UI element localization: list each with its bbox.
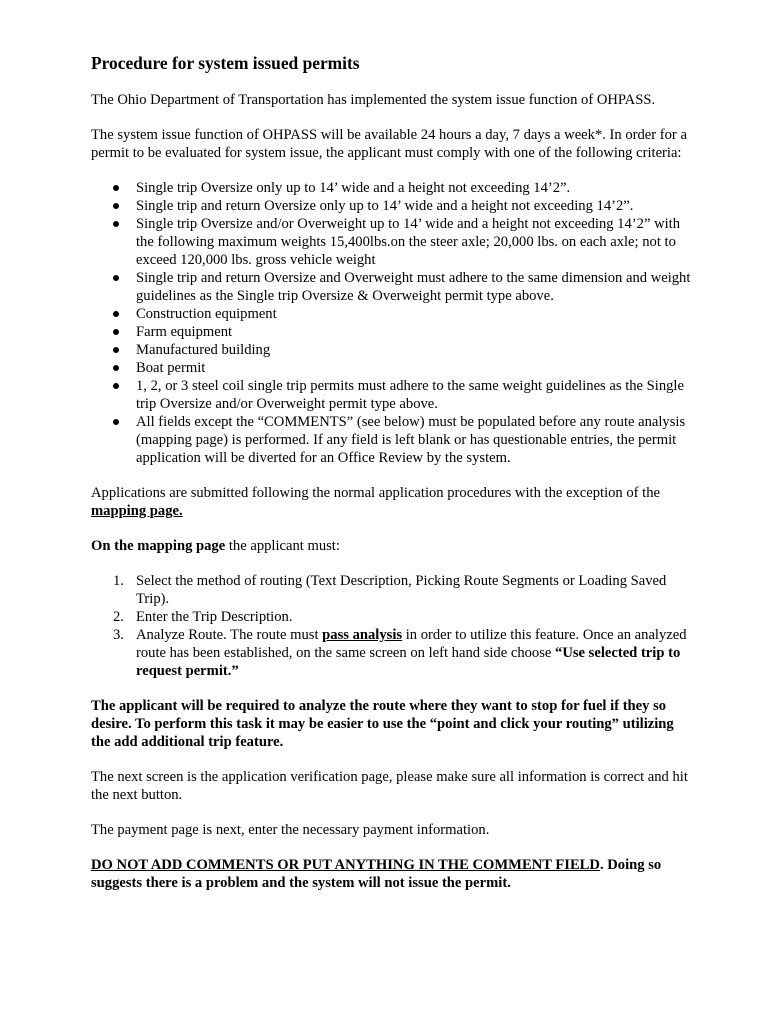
criteria-list: [91, 179, 691, 467]
criteria-item: All fields except the “COMMENTS” (see below) must be populated before any route analysis (mapping page) is performed. If any field is left blank or has questionable entries, the permit application will be diverted for an Office Review by the system.: [91, 413, 691, 467]
page-title: Procedure for system issued permits: [91, 53, 360, 73]
availability-paragraph: The system issue function of OHPASS will be available 24 hours a day, 7 days a week*. In order for a permit to be evaluated for system issue, the applicant must comply with one of the following criteria:: [91, 127, 687, 161]
verification-paragraph: The next screen is the application verification page, please make sure all information is correct and hit the next button.: [91, 769, 688, 803]
criteria-item: Manufactured building: [91, 341, 691, 359]
bullet-icon: [113, 221, 119, 227]
bullet-icon: [113, 329, 119, 335]
criteria-item: Single trip and return Oversize only up to 14’ wide and a height not exceeding 14’2”.: [91, 197, 691, 215]
bullet-icon: [113, 185, 119, 191]
intro-paragraph: The Ohio Department of Transportation has implemented the system issue function of OHPASS.: [91, 92, 656, 108]
use-selected-trip-emphasis: “Use selected trip to request permit.”: [136, 645, 681, 679]
bullet-icon: [113, 275, 119, 281]
steps-list: [91, 572, 691, 680]
warning-paragraph: DO NOT ADD COMMENTS OR PUT ANYTHING IN THE COMMENT FIELD. Doing so suggests there is a problem and the system will not issue the permit.: [91, 857, 662, 891]
bullet-icon: [113, 347, 119, 353]
step-item: 1. Select the method of routing (Text Description, Picking Route Segments or Loading Saved Trip).: [113, 573, 667, 607]
mapping-paragraph: On the mapping page the applicant must:: [91, 538, 340, 554]
bullet-icon: [113, 419, 119, 425]
bullet-icon: [113, 203, 119, 209]
criteria-item: Single trip Oversize and/or Overweight up to 14’ wide and a height not exceeding 14’2” with the following maximum weights 15,400lbs.on the steer axle; 20,000 lbs. on each axle; not to exceed 120,000 lbs. gross vehicle weight: [91, 215, 691, 269]
mapping-page-reference: mapping page.: [91, 503, 183, 519]
criteria-item: Farm equipment: [91, 323, 691, 341]
payment-paragraph: The payment page is next, enter the necessary payment information.: [91, 822, 490, 838]
criteria-item: Single trip Oversize only up to 14’ wide and a height not exceeding 14’2”.: [91, 179, 691, 197]
step-item: 2. Enter the Trip Description.: [113, 609, 293, 625]
criteria-item: 1, 2, or 3 steel coil single trip permits must adhere to the same weight guidelines as the Single trip Oversize and/or Overweight permit type above.: [91, 377, 691, 413]
criteria-item: Single trip and return Oversize and Overweight must adhere to the same dimension and weight guidelines as the Single trip Oversize & Overweight permit type above.: [91, 269, 691, 305]
document-body: [91, 53, 691, 909]
pass-analysis-emphasis: pass analysis: [322, 627, 403, 643]
bullet-icon: [113, 311, 119, 317]
bullet-icon: [113, 365, 119, 371]
bullet-icon: [113, 383, 119, 389]
criteria-item: Construction equipment: [91, 305, 691, 323]
step-item: 3. Analyze Route. The route must pass analysis in order to utilize this feature. Once an analyzed route has been established, on the same screen on left hand side choose “Use selected trip to request permit.”: [113, 627, 687, 679]
fuel-note: The applicant will be required to analyze the route where they want to stop for fuel if they so desire. To perform this task it may be easier to use the “point and click your routing” utilizing the add additional trip feature.: [91, 698, 674, 750]
applications-paragraph: Applications are submitted following the normal application procedures with the exception of the mapping page.: [91, 485, 660, 519]
mapping-heading: On the mapping page: [91, 538, 226, 554]
warning-underlined: DO NOT ADD COMMENTS OR PUT ANYTHING IN THE COMMENT FIELD: [91, 857, 600, 873]
criteria-item: Boat permit: [91, 359, 691, 377]
